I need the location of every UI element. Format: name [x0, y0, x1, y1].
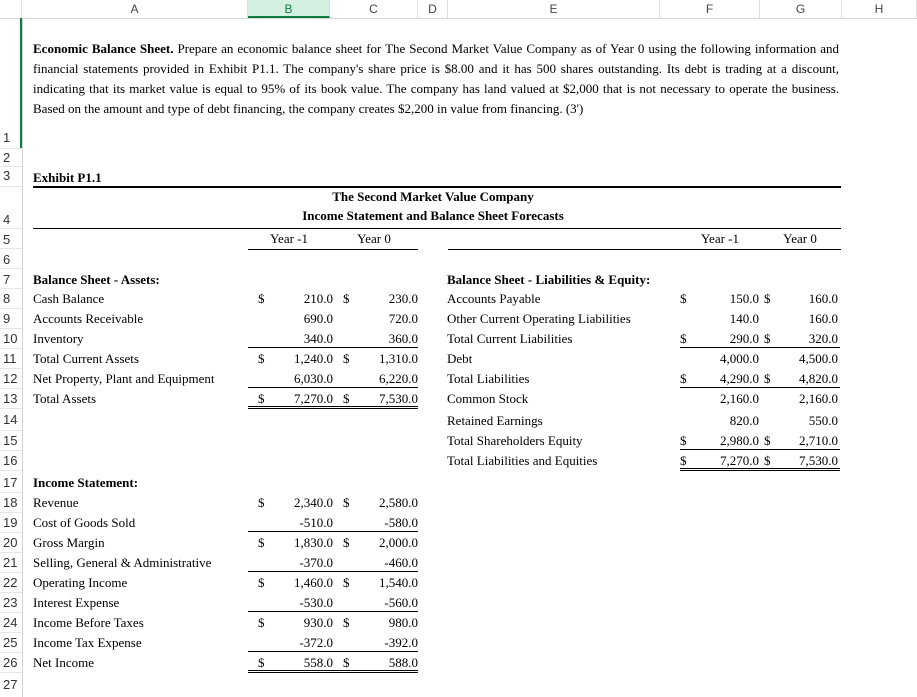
subtotal-underline [248, 531, 418, 532]
subtotal-underline [248, 611, 418, 612]
row-number[interactable]: 22 [3, 575, 18, 590]
value-year-0[interactable]: 2,000.0 [379, 535, 418, 550]
row-label[interactable]: Cash Balance [33, 291, 105, 306]
row-number[interactable]: 26 [3, 655, 18, 670]
subtotal-underline [248, 651, 418, 652]
row-label[interactable]: Net Income [33, 655, 95, 670]
value-year-0[interactable]: 720.0 [388, 311, 418, 326]
value-year-prev[interactable]: -370.0 [299, 555, 333, 570]
value-year-0[interactable]: 160.0 [808, 291, 838, 306]
value-year-0[interactable]: 4,500.0 [799, 351, 838, 366]
value-year-0[interactable]: 6,220.0 [379, 371, 418, 386]
value-year-prev[interactable]: 6,030.0 [294, 371, 333, 386]
currency-symbol: $ [258, 575, 265, 590]
row-label[interactable]: Total Current Assets [33, 351, 139, 366]
row-number[interactable]: 7 [3, 272, 11, 287]
year-header-left-prev[interactable]: Year -1 [269, 231, 309, 246]
column-header-f[interactable]: F [660, 0, 760, 18]
currency-symbol: $ [764, 433, 771, 448]
year-header-left-0[interactable]: Year 0 [357, 231, 391, 246]
row-number[interactable]: 4 [3, 212, 11, 227]
value-year-0[interactable]: 4,820.0 [799, 371, 838, 386]
value-year-prev[interactable]: 1,830.0 [294, 535, 333, 550]
problem-statement[interactable] [33, 39, 839, 119]
currency-symbol: $ [764, 291, 771, 306]
value-year-prev[interactable]: 558.0 [303, 655, 333, 670]
value-year-0[interactable]: 2,160.0 [799, 391, 838, 406]
value-year-prev[interactable]: 820.0 [729, 413, 759, 428]
header-divider [33, 228, 841, 229]
currency-symbol: $ [258, 535, 265, 550]
currency-symbol: $ [343, 391, 350, 406]
liabilities-header[interactable]: Balance Sheet - Liabilities & Equity: [447, 272, 651, 287]
currency-symbol: $ [258, 351, 265, 366]
row-number[interactable]: 20 [3, 535, 18, 550]
currency-symbol: $ [680, 331, 687, 346]
row-label[interactable]: Other Current Operating Liabilities [447, 311, 631, 326]
value-year-prev[interactable]: 1,460.0 [294, 575, 333, 590]
subtotal-underline [248, 347, 418, 348]
row-label[interactable]: Accounts Receivable [33, 311, 144, 326]
subtotal-underline [680, 347, 840, 348]
subtotal-underline [248, 571, 418, 572]
currency-symbol: $ [680, 371, 687, 386]
value-year-prev[interactable]: 7,270.0 [720, 453, 759, 468]
subtotal-underline [248, 387, 418, 388]
value-year-prev[interactable]: 2,160.0 [720, 391, 759, 406]
row-label[interactable]: Income Tax Expense [33, 635, 142, 650]
total-double-underline [248, 670, 418, 671]
row-label[interactable]: Total Assets [33, 391, 97, 406]
column-header-a[interactable]: A [22, 0, 248, 18]
column-header-h[interactable]: H [842, 0, 917, 18]
row-number[interactable]: 15 [3, 433, 18, 448]
total-double-underline [248, 408, 418, 409]
column-header-e[interactable]: E [448, 0, 660, 18]
select-all-corner[interactable] [0, 0, 22, 18]
currency-symbol: $ [258, 495, 265, 510]
currency-symbol: $ [680, 453, 687, 468]
income-header[interactable]: Income Statement: [33, 475, 139, 490]
value-year-prev[interactable]: 290.0 [729, 331, 759, 346]
value-year-prev[interactable]: 340.0 [303, 331, 333, 346]
value-year-0[interactable]: 1,540.0 [379, 575, 418, 590]
row-number[interactable]: 21 [3, 555, 18, 570]
value-year-0[interactable]: 980.0 [388, 615, 418, 630]
statement-subtitle[interactable]: Income Statement and Balance Sheet Forecasts [302, 208, 564, 223]
value-year-0[interactable]: -580.0 [384, 515, 418, 530]
currency-symbol: $ [764, 453, 771, 468]
row-header-bar [22, 18, 23, 697]
value-year-0[interactable]: 160.0 [808, 311, 838, 326]
subtotal-underline [680, 449, 840, 450]
value-year-prev[interactable]: 2,980.0 [720, 433, 759, 448]
value-year-prev[interactable]: 210.0 [303, 291, 333, 306]
column-header-b[interactable]: B [248, 0, 330, 18]
row-label[interactable]: Common Stock [447, 391, 529, 406]
row-label[interactable]: Total Current Liabilities [447, 331, 573, 346]
row-number[interactable]: 10 [3, 331, 18, 346]
row-label[interactable]: Total Shareholders Equity [447, 433, 583, 448]
column-header-g[interactable]: G [760, 0, 842, 18]
row-number[interactable]: 6 [3, 252, 11, 267]
row-label[interactable]: Debt [447, 351, 473, 366]
row-label[interactable]: Gross Margin [33, 535, 105, 550]
value-year-prev[interactable]: -510.0 [299, 515, 333, 530]
value-year-prev[interactable]: 4,290.0 [720, 371, 759, 386]
row-label[interactable]: Revenue [33, 495, 79, 510]
row-number[interactable]: 24 [3, 615, 18, 630]
row-number[interactable]: 18 [3, 495, 18, 510]
value-year-0[interactable]: 2,710.0 [799, 433, 838, 448]
row-number[interactable]: 11 [3, 351, 17, 366]
selection-indicator [20, 18, 22, 148]
row-label[interactable]: Total Liabilities and Equities [447, 453, 598, 468]
row-label[interactable]: Net Property, Plant and Equipment [33, 371, 215, 386]
currency-symbol: $ [764, 331, 771, 346]
value-year-0[interactable]: -392.0 [384, 635, 418, 650]
total-double-underline [248, 406, 418, 407]
row-label[interactable]: Interest Expense [33, 595, 120, 610]
currency-symbol: $ [343, 535, 350, 550]
exhibit-top-border [33, 186, 841, 188]
column-header-c[interactable]: C [330, 0, 418, 18]
value-year-prev[interactable]: -372.0 [299, 635, 333, 650]
value-year-0[interactable]: 1,310.0 [379, 351, 418, 366]
currency-symbol: $ [258, 655, 265, 670]
row-number[interactable]: 19 [3, 515, 18, 530]
year-underline-left [248, 249, 418, 250]
value-year-prev[interactable]: 1,240.0 [294, 351, 333, 366]
row-number[interactable]: 5 [3, 232, 11, 247]
total-double-underline [680, 468, 840, 469]
year-underline-right [448, 249, 841, 250]
value-year-prev[interactable]: 4,000.0 [720, 351, 759, 366]
row-number[interactable]: 17 [3, 475, 18, 490]
currency-symbol: $ [343, 575, 350, 590]
problem-title: Economic Balance Sheet. [33, 41, 174, 56]
company-name[interactable]: The Second Market Value Company [332, 189, 534, 204]
total-double-underline [680, 470, 840, 471]
value-year-prev[interactable]: 140.0 [729, 311, 759, 326]
row-label[interactable]: Inventory [33, 331, 84, 346]
row-number[interactable]: 14 [3, 412, 18, 427]
column-header-bar [0, 0, 917, 19]
value-year-0[interactable]: 588.0 [388, 655, 418, 670]
currency-symbol: $ [258, 615, 265, 630]
row-label[interactable]: Income Before Taxes [33, 615, 144, 630]
value-year-0[interactable]: -460.0 [384, 555, 418, 570]
row-label[interactable]: Retained Earnings [447, 413, 543, 428]
row-number[interactable]: 9 [3, 311, 11, 326]
value-year-0[interactable]: 360.0 [388, 331, 418, 346]
currency-symbol: $ [343, 291, 350, 306]
currency-symbol: $ [764, 371, 771, 386]
row-label[interactable]: Selling, General & Administrative [33, 555, 212, 570]
row-label[interactable]: Cost of Goods Sold [33, 515, 136, 530]
row-number[interactable]: 2 [3, 150, 11, 165]
value-year-prev[interactable]: 930.0 [303, 615, 333, 630]
row-number[interactable]: 16 [3, 453, 18, 468]
currency-symbol: $ [343, 495, 350, 510]
value-year-0[interactable]: 7,530.0 [379, 391, 418, 406]
value-year-prev[interactable]: 690.0 [303, 311, 333, 326]
column-header-d[interactable]: D [418, 0, 448, 18]
value-year-prev[interactable]: 150.0 [729, 291, 759, 306]
row-label[interactable]: Operating Income [33, 575, 128, 590]
row-label[interactable]: Accounts Payable [447, 291, 541, 306]
row-number[interactable]: 13 [3, 391, 18, 406]
value-year-0[interactable]: 7,530.0 [799, 453, 838, 468]
row-number[interactable]: 25 [3, 635, 18, 650]
currency-symbol: $ [680, 433, 687, 448]
row-number[interactable]: 27 [3, 677, 18, 692]
subtotal-underline [680, 387, 840, 388]
row-label[interactable]: Total Liabilities [447, 371, 530, 386]
currency-symbol: $ [343, 615, 350, 630]
value-year-prev[interactable]: -530.0 [299, 595, 333, 610]
value-year-0[interactable]: 320.0 [808, 331, 838, 346]
currency-symbol: $ [343, 351, 350, 366]
value-year-prev[interactable]: 2,340.0 [294, 495, 333, 510]
value-year-0[interactable]: 550.0 [808, 413, 838, 428]
year-header-right-prev[interactable]: Year -1 [700, 231, 740, 246]
row-number[interactable]: 8 [3, 291, 11, 306]
year-header-right-0[interactable]: Year 0 [783, 231, 817, 246]
exhibit-label[interactable]: Exhibit P1.1 [33, 170, 102, 185]
value-year-0[interactable]: 230.0 [388, 291, 418, 306]
assets-header[interactable]: Balance Sheet - Assets: [33, 272, 160, 287]
currency-symbol: $ [258, 391, 265, 406]
row-number[interactable]: 1 [3, 130, 11, 145]
value-year-0[interactable]: -560.0 [384, 595, 418, 610]
row-number[interactable]: 23 [3, 595, 18, 610]
value-year-0[interactable]: 2,580.0 [379, 495, 418, 510]
row-number[interactable]: 3 [3, 168, 11, 183]
currency-symbol: $ [258, 291, 265, 306]
currency-symbol: $ [343, 655, 350, 670]
problem-text: Prepare an economic balance sheet for The Second Market Value Company as of Year 0 using the following information and financial statements provided in Exhibit P1.1. The company's share price is $8.00 and it has 500 shares outstanding. Its debt is trading at a discount, indicating that its market value is equal to 95% of its book value. The company has land valued at $2,000 that is not necessary to operate the business. Based on the amount and type of debt financing, the company creates $2,200 in value from financing. (3') [33, 41, 840, 116]
total-double-underline [248, 672, 418, 673]
row-number[interactable]: 12 [3, 371, 18, 386]
value-year-prev[interactable]: 7,270.0 [294, 391, 333, 406]
currency-symbol: $ [680, 291, 687, 306]
